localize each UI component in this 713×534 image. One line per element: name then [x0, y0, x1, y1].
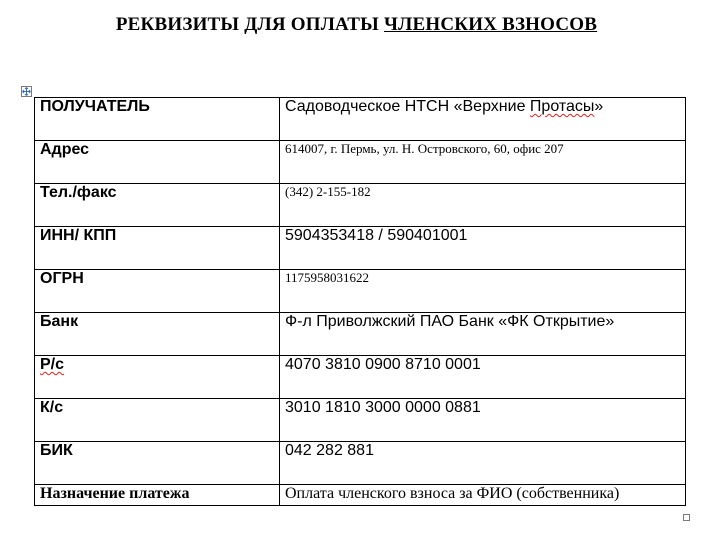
table-row [35, 485, 686, 506]
title-text: РЕКВИЗИТЫ ДЛЯ ОПЛАТЫ [115, 14, 384, 35]
table-row [35, 356, 686, 399]
table-move-handle-icon[interactable] [21, 86, 32, 97]
ogrn-value: 1175958031622 [280, 270, 686, 313]
spellcheck-flagged-word: Р/с [40, 356, 65, 373]
settlement-account-value: 4070 3810 0900 8710 0001 [280, 356, 686, 399]
page-title [0, 14, 713, 36]
payment-purpose-label: Назначение платежа [35, 485, 280, 506]
table-row [35, 399, 686, 442]
bank-value: Ф-л Приволжский ПАО Банк «ФК Открытие» [280, 313, 686, 356]
table-row [35, 141, 686, 184]
address-value: 614007, г. Пермь, ул. Н. Островского, 60, офис 207 [280, 141, 686, 184]
ogrn-label: ОГРН [35, 270, 280, 313]
phone-fax-label: Тел./факс [35, 184, 280, 227]
bank-label: Банк [35, 313, 280, 356]
correspondent-account-value: 3010 1810 3000 0000 0881 [280, 399, 686, 442]
settlement-account-label [35, 356, 280, 399]
table-row [35, 98, 686, 141]
recipient-value: Садоводческое НТСН «Верхние Протасы» [280, 98, 686, 141]
table-row [35, 227, 686, 270]
table-row [35, 184, 686, 227]
requisites-table [34, 97, 686, 506]
bik-label: БИК [35, 442, 280, 485]
bik-value: 042 282 881 [280, 442, 686, 485]
table-row [35, 442, 686, 485]
inn-kpp-value: 5904353418 / 590401001 [280, 227, 686, 270]
title-underlined-text: ЧЛЕНСКИХ ВЗНОСОВ [383, 14, 598, 35]
phone-fax-value: (342) 2-155-182 [280, 184, 686, 227]
payment-purpose-value: Оплата членского взноса за ФИО (собственника) [280, 485, 686, 506]
table-row [35, 313, 686, 356]
recipient-label: ПОЛУЧАТЕЛЬ [35, 98, 280, 141]
spellcheck-flagged-word: Протасы [529, 98, 595, 115]
inn-kpp-label: ИНН/ КПП [35, 227, 280, 270]
correspondent-account-label: К/с [35, 399, 280, 442]
address-label: Адрес [35, 141, 280, 184]
table-row [35, 270, 686, 313]
table-resize-handle-icon[interactable] [683, 514, 690, 521]
